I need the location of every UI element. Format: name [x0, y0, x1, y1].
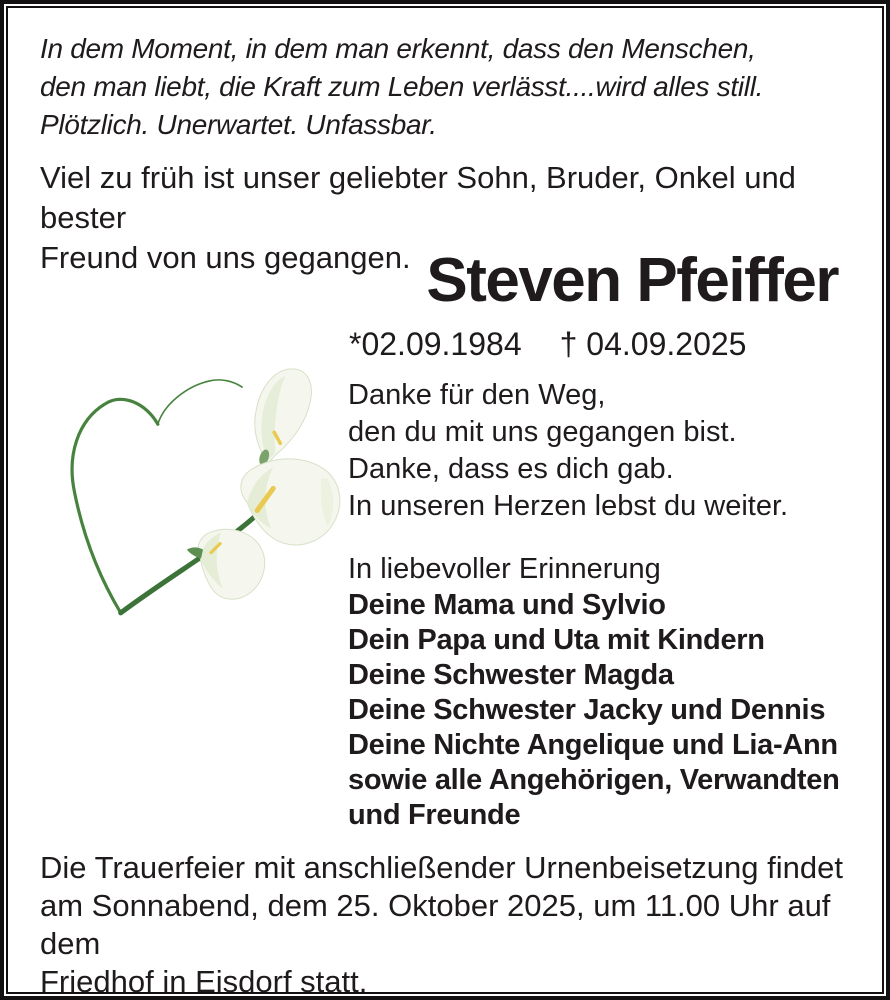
mourner-line: sowie alle Angehörigen, Verwandten [348, 764, 840, 796]
mourner-line: und Freunde [348, 799, 521, 831]
mourner-line: Deine Schwester Magda [348, 659, 674, 691]
funeral-line: Die Trauerfeier mit anschließender Urnenbeisetzung findet [40, 850, 843, 885]
funeral-info [40, 849, 882, 994]
poem-line: Danke, dass es dich gab. [348, 453, 674, 485]
poem [348, 377, 788, 525]
epigraph-line: In dem Moment, in dem man erkennt, dass den Menschen, [40, 33, 756, 64]
heart-right-stem [158, 380, 242, 424]
intro-line: Freund von uns gegangen. [40, 240, 411, 275]
intro-line: Viel zu früh ist unser geliebter Sohn, Bruder, Onkel und bester [40, 160, 796, 235]
mourner-line: Deine Schwester Jacky und Dennis [348, 694, 826, 726]
calla-lily-heart-illustration [60, 360, 352, 656]
mourner-line: Dein Papa und Uta mit Kindern [348, 624, 765, 656]
birth-date: *02.09.1984 [349, 326, 522, 362]
mourner-line: Deine Mama und Sylvio [348, 589, 666, 621]
memoriam-intro: In liebevoller Erinnerung [348, 553, 661, 585]
life-dates [349, 324, 746, 364]
obituary-inner-frame [6, 6, 884, 994]
mourners-list [348, 588, 840, 833]
poem-line: In unseren Herzen lebst du weiter. [348, 490, 789, 522]
epigraph-line: den man liebt, die Kraft zum Leben verlässt....wird alles still. [40, 71, 764, 102]
death-date: † 04.09.2025 [559, 326, 747, 362]
poem-line: Danke für den Weg, [348, 379, 606, 411]
funeral-line: am Sonnabend, dem 25. Oktober 2025, um 11.00 Uhr auf dem [40, 888, 831, 961]
epigraph-line: Plötzlich. Unerwartet. Unfassbar. [40, 109, 437, 140]
funeral-line: Friedhof in Eisdorf statt. [40, 964, 368, 994]
epigraph [40, 30, 763, 144]
deceased-name: Steven Pfeiffer [426, 246, 838, 315]
poem-line: den du mit uns gegangen bist. [348, 416, 737, 448]
heart-left-stem [72, 399, 158, 613]
mourner-line: Deine Nichte Angelique und Lia-Ann [348, 729, 838, 761]
calla-lily-bottom [187, 529, 265, 599]
calla-lily-middle [241, 459, 340, 545]
